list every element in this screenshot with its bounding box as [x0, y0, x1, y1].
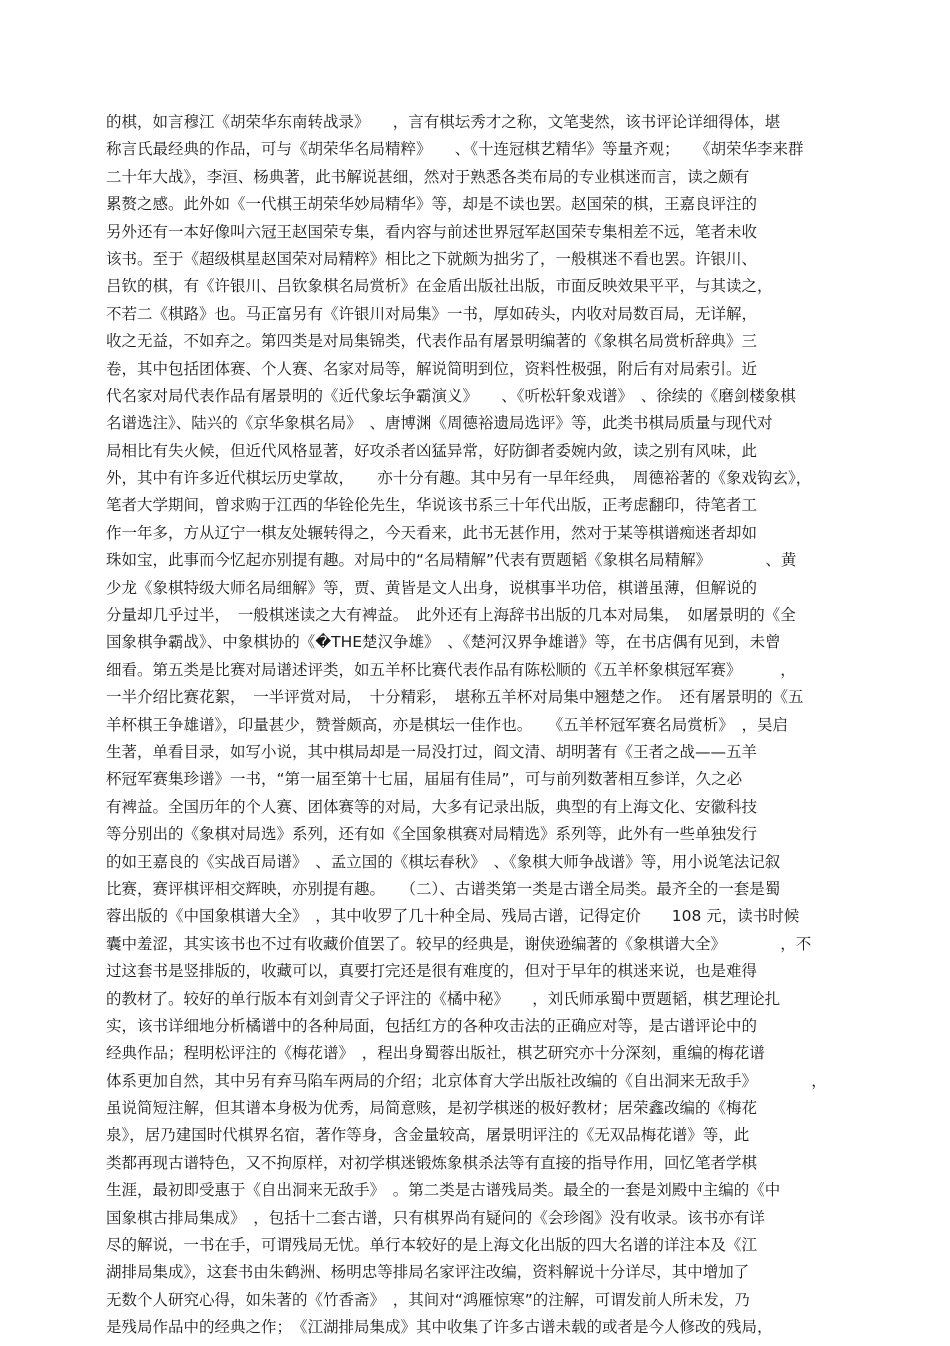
text-line: 卷，其中包括团体赛、个人赛、名家对局等，解说简明到位，资料性极强，附后有对局索引。近: [106, 359, 758, 378]
text-line: 囊中羞涩，其实该书也不过有收藏价值罢了。较早的经典是，谢侠逊编著的《象棋谱大全》 ，不: [106, 934, 812, 953]
text-line: 泉》，居乃建国时代棋界名宿，著作等身，含金量较高，屠景明评注的《无双品梅花谱》等，此: [106, 1126, 750, 1145]
text-line: 的棋，如言穆江《胡荣华东南转战录》 ，言有棋坛秀才之称，文笔斐然，该书评论详细得体，堪: [106, 113, 781, 131]
text-line: 二十年大战》，李洹、杨典著，此书解说甚细，然对于熟悉各类布局的专业棋迷而言，读之颇有: [106, 167, 750, 186]
text-line: 该书。至于《超级棋星赵国荣对局精粹》相比之下就颇为拙劣了，一般棋迷不看也罢。许银川、: [106, 249, 758, 268]
text-line: 少龙《象棋特级大师名局细解》等，贾、黄皆是文人出身，说棋事半功倍，棋谱虽薄，但解说的: [106, 578, 758, 597]
text-line: 的如王嘉良的《实战百局谱》 、孟立国的《棋坛春秋》 、《象棋大师争战谱》等，用小说笔法记叙: [106, 852, 781, 871]
text-line: 湖排局集成》，这套书由朱鹤洲、杨明忠等排局名家评注改编，资料解说十分详尽，其中增加了: [106, 1263, 750, 1282]
text-line: 实，该书详细地分析橘谱中的各种局面，包括红方的各种攻击法的正确应对等，是古谱评论中的: [106, 1016, 758, 1035]
text-line: 国象棋古排局集成》 ，包括十二套古谱，只有棋界尚有疑问的《会珍阁》没有收录。该书亦有详: [106, 1208, 765, 1227]
text-line: 局相比有失火候，但近代风格显著，好攻杀者凶猛异常，好防御者委婉内敛，读之别有风味，此: [106, 441, 758, 460]
text-line: 比赛，赛评棋评相交辉映，亦别提有趣。 （二）、古谱类第一类是古谱全局类。最齐全的一套是蜀: [106, 879, 781, 898]
text-line: 名谱选注》、陆兴的《京华象棋名局》 、唐博渊《周德裕遗局选评》等，此类书棋局质量与现代对: [106, 414, 773, 433]
text-line: 生涯，最初即受惠于《自出洞来无敌手》 。第二类是古谱残局类。最全的一套是刘殿中主编的《中: [106, 1181, 781, 1200]
text-line: 过这套书是竖排版的，收藏可以，真要打完还是很有难度的，但对于早年的棋迷来说，也是难得: [106, 962, 758, 981]
text-line: 珠如宝，此事而今忆起亦别提有趣。对局中的“名局精解”代表有贾题韬《象棋名局精解》 、黄: [106, 551, 797, 570]
text-line: 体系更加自然，其中另有弃马陷车两局的介绍；北京体育大学出版社改编的《自出洞来无敌手》 ，: [106, 1071, 827, 1090]
text-line: 是残局作品中的经典之作； 《江湖排局集成》其中收集了许多古谱未载的或者是今人修改的残局，: [106, 1318, 773, 1337]
text-line: 等分别出的《象棋对局选》系列，还有如《全国象棋赛对局精选》系列等，此外有一些单独发行: [106, 825, 758, 844]
text-line: 作一年多，方从辽宁一棋友处辗转得之，今天看来，此书无甚作用，然对于某等棋谱痴迷者却如: [106, 523, 758, 542]
text-line: 经典作品；程明松评注的《梅花谱》 ，程出身蜀蓉出版社，棋艺研究亦十分深刻，重编的梅花谱: [106, 1044, 765, 1063]
text-line: 羊杯棋王争雄谱》，印量甚少，赞誉颇高，亦是棋坛一佳作也。 《五羊杯冠军赛名局赏析》 ，吴启: [106, 715, 789, 734]
text-line: 生著，单看目录，如写小说，其中棋局却是一局没打过，阎文清、胡明著有《王者之战——五羊: [106, 742, 758, 761]
text-line: 虽说简短注解，但其谱本身极为优秀，局简意赅，是初学棋迷的极好教材；居荣鑫改编的《梅花: [106, 1099, 758, 1118]
text-line: 代名家对局代表作品有屠景明的《近代象坛争霸演义》 、《听松轩象戏谱》 、徐续的《磨剑楼象棋: [106, 386, 796, 405]
text-line: 杯冠军赛集珍谱》一书，“第一届至第十七届，届届有佳局”，可与前列数著相互参详，久之必: [106, 770, 743, 789]
text-line: 不若二《棋路》也。马正富另有《许银川对局集》一书，厚如砖头，内收对局数百局，无详解，: [106, 304, 758, 323]
text-line: 累赘之感。此外如《一代棋王胡荣华妙局精华》等，却是不读也罢。赵国荣的棋，王嘉良评注的: [106, 195, 758, 214]
text-line: 外，其中有许多近代棋坛历史掌故， 亦十分有趣。其中另有一早年经典， 周德裕著的《象戏钩玄》，: [106, 469, 812, 488]
text-line: 收之无益，不如弃之。第四类是对局集锦类，代表作品有屠景明编著的《象棋名局赏析辞典》三: [106, 332, 758, 351]
text-line: 蓉出版的《中国象棋谱大全》 ，其中收罗了几十种全局、残局古谱，记得定价 108 元，读书时候: [106, 907, 800, 926]
text-line: 类都再现古谱特色，又不拘原样，对初学棋迷锻炼象棋杀法等有直接的指导作用，回忆笔者学棋: [106, 1153, 758, 1172]
body-text: [106, 109, 856, 1342]
text-line: 称言氏最经典的作品，可与《胡荣华名局精粹》 、《十连冠棋艺精华》等量齐观； 《胡荣华李来群: [106, 140, 804, 159]
text-line: 一半介绍比赛花絮， 一半评赏对局， 十分精彩， 堪称五羊杯对局集中翘楚之作。 还有屠景明的《五: [106, 688, 804, 707]
text-line: 细看。第五类是比赛对局谱述评类，如五羊杯比赛代表作品有陈松顺的《五羊杯象棋冠军赛》 ，: [106, 660, 796, 679]
text-line: 有裨益。全国历年的个人赛、团体赛等的对局，大多有记录出版，典型的有上海文化、安徽科技: [106, 797, 758, 816]
text-line: 另外还有一本好像叫六冠王赵国荣专集，看内容与前述世界冠军赵国荣专集相差不远，笔者未收: [106, 222, 758, 241]
text-line: 的教材了。较好的单行版本有刘剑青父子评注的《橘中秘》 ，刘氏师承蜀中贾题韬，棋艺理论扎: [106, 989, 781, 1008]
text-line: 分量却几乎过半， 一般棋迷读之大有裨益。 此外还有上海辞书出版的几本对局集， 如屠景明的《全: [106, 606, 796, 625]
text-line: 吕钦的棋，有《许银川、吕钦象棋名局赏析》在金盾出版社出版，市面反映效果平平，与其读之，: [106, 277, 773, 296]
text-line: 笔者大学期间，曾求购于江西的华铨伦先生，华说该书系三十年代出版，正考虑翻印，待笔者工: [106, 496, 758, 515]
text-line: 无数个人研究心得，如朱著的《竹香斋》 ，其间对“鸿雁惊寒”的注解，可谓发前人所未发，乃: [106, 1290, 750, 1309]
text-line: 尽的解说，一书在手，可谓残局无忧。单行本较好的是上海文化出版的四大名谱的详注本及《江: [106, 1236, 758, 1255]
text-line: 国象棋争霸战》、中象棋协的《�THE楚汉争雄》 、《楚河汉界争雄谱》等，在书店偶有见到，未曾: [106, 633, 781, 652]
